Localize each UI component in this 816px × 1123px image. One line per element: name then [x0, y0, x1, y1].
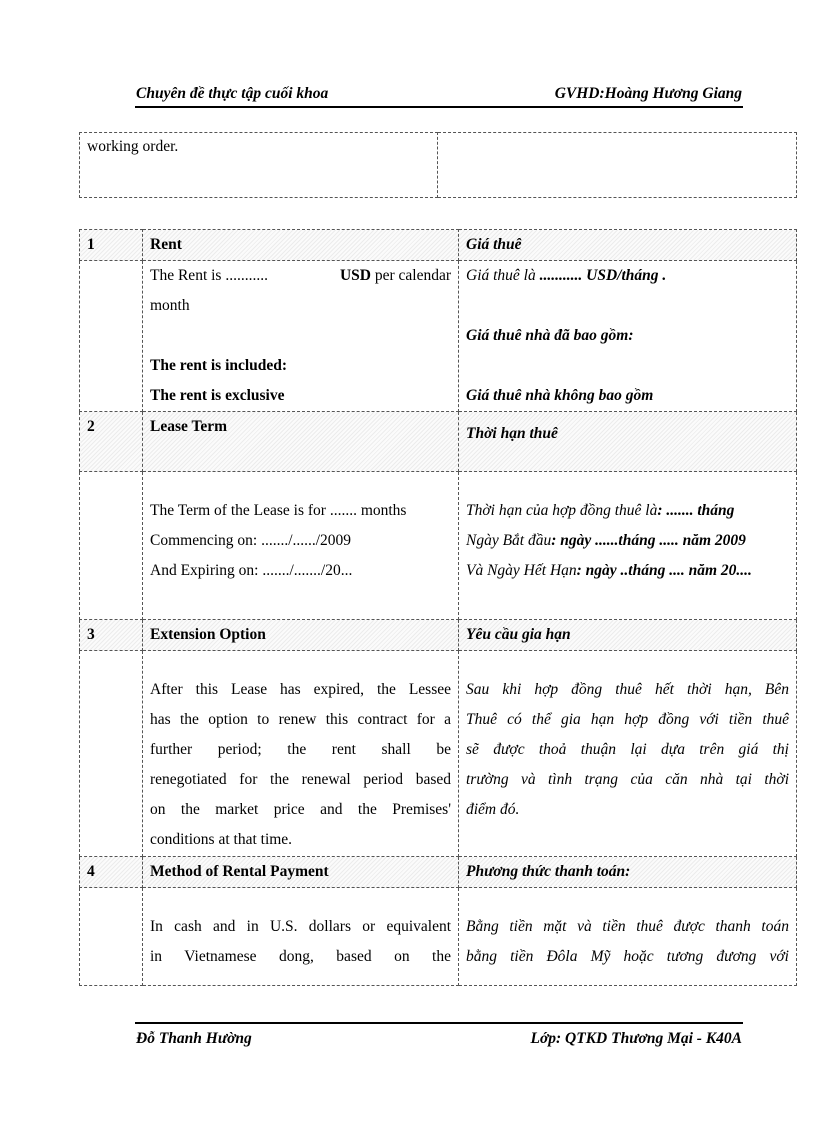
header-left: Chuyên đề thực tập cuối khoa — [136, 85, 329, 102]
empty-cell — [80, 472, 143, 620]
continuation-table — [79, 132, 797, 198]
text-line: renegotiated for the renewal period based — [150, 771, 451, 788]
section-title-en: Extension Option — [143, 620, 459, 651]
text-line: bằng tiền Đôla Mỹ hoặc tương đương với — [466, 948, 789, 965]
section-1-body-row — [80, 261, 797, 412]
blank-line — [466, 291, 789, 321]
section-body-en — [143, 651, 459, 857]
section-number: 1 — [80, 230, 143, 261]
text-line: The rent is exclusive — [150, 387, 285, 404]
text-line: sẽ được thoả thuận lại dựa trên giá thị — [466, 741, 789, 758]
footer-right: Lớp: QTKD Thương Mại - K40A — [530, 1030, 742, 1047]
text-line: After this Lease has expired, the Lessee — [150, 681, 451, 698]
text-line: Thuê có thể gia hạn hợp đồng với tiền thuê — [466, 711, 789, 728]
section-title-vi: Phương thức thanh toán: — [459, 857, 797, 888]
text-line: month — [150, 297, 190, 314]
lease-terms-table — [79, 229, 797, 986]
text-line: Giá thuê là — [466, 267, 540, 284]
empty-cell — [80, 651, 143, 857]
section-number: 3 — [80, 620, 143, 651]
section-title-en: Lease Term — [143, 412, 459, 472]
text-line: The Term of the Lease is for ....... months — [150, 502, 407, 519]
empty-cell — [80, 261, 143, 412]
section-title-en: Rent — [143, 230, 459, 261]
page-header — [135, 84, 743, 108]
text-line: Bằng tiền mặt và tiền thuê được thanh toán — [466, 918, 789, 935]
header-right: GVHD:Hoàng Hương Giang — [554, 85, 742, 102]
text-line: ........... USD/tháng . — [539, 267, 667, 284]
text-line: : ngày ..tháng .... năm 20.... — [576, 562, 752, 579]
footer-left: Đỗ Thanh Hường — [136, 1030, 252, 1047]
blank-line — [466, 351, 789, 381]
section-body-vi — [459, 651, 797, 857]
section-body-vi — [459, 888, 797, 986]
text-line: Và Ngày Hết Hạn — [466, 562, 577, 579]
section-2-body-row — [80, 472, 797, 620]
section-title-vi: Giá thuê — [459, 230, 797, 261]
section-number: 2 — [80, 412, 143, 472]
section-3-heading-row — [80, 620, 797, 651]
section-1-heading-row — [80, 230, 797, 261]
text-line: The Rent is ........... — [150, 267, 268, 284]
continuation-text-en: working order. — [80, 133, 438, 198]
text-line: Sau khi hợp đồng thuê hết thời hạn, Bên — [466, 681, 789, 698]
text-line: And Expiring on: ......./......./20... — [150, 562, 353, 579]
text-line: điểm đó. — [466, 801, 520, 818]
page-footer — [135, 1022, 743, 1050]
text-line: has the option to renew this contract for a — [150, 711, 451, 728]
text-line: in Vietnamese dong, based on the — [150, 948, 451, 965]
section-body-en — [143, 472, 459, 620]
section-body-vi — [459, 261, 797, 412]
section-title-vi: Yêu cầu gia hạn — [459, 620, 797, 651]
text-line: per calendar — [370, 267, 451, 284]
empty-cell — [80, 888, 143, 986]
text-line: on the market price and the Premises' — [150, 801, 451, 818]
text-line: Thời hạn thuê — [466, 425, 558, 442]
section-title-en: Method of Rental Payment — [143, 857, 459, 888]
section-3-body-row — [80, 651, 797, 857]
section-4-body-row — [80, 888, 797, 986]
text-line: USD — [339, 267, 371, 284]
blank-line — [150, 321, 451, 351]
text-line: In cash and in U.S. dollars or equivalent — [150, 918, 451, 935]
table-row — [80, 133, 797, 198]
section-title-vi — [459, 412, 797, 472]
section-body-en — [143, 888, 459, 986]
text-line: trường và tình trạng của căn nhà tại thời — [466, 771, 789, 788]
text-line: Thời hạn của hợp đồng thuê là — [466, 502, 658, 519]
text-line: : ngày ......tháng ..... năm 2009 — [551, 532, 746, 549]
section-body-en — [143, 261, 459, 412]
text-line: Giá thuê nhà không bao gồm — [466, 387, 654, 404]
text-line: The rent is included: — [150, 357, 288, 374]
text-line: conditions at that time. — [150, 831, 293, 848]
continuation-text-vi — [438, 133, 797, 198]
text-line: further period; the rent shall be — [150, 741, 451, 758]
section-2-heading-row — [80, 412, 797, 472]
text-line: Commencing on: ......./....../2009 — [150, 532, 352, 549]
text-line: Ngày Bắt đầu — [466, 532, 552, 549]
section-number: 4 — [80, 857, 143, 888]
text-line: Giá thuê nhà đã bao gồm: — [466, 327, 634, 344]
text-line: : ....... tháng — [657, 502, 735, 519]
section-body-vi — [459, 472, 797, 620]
section-4-heading-row — [80, 857, 797, 888]
